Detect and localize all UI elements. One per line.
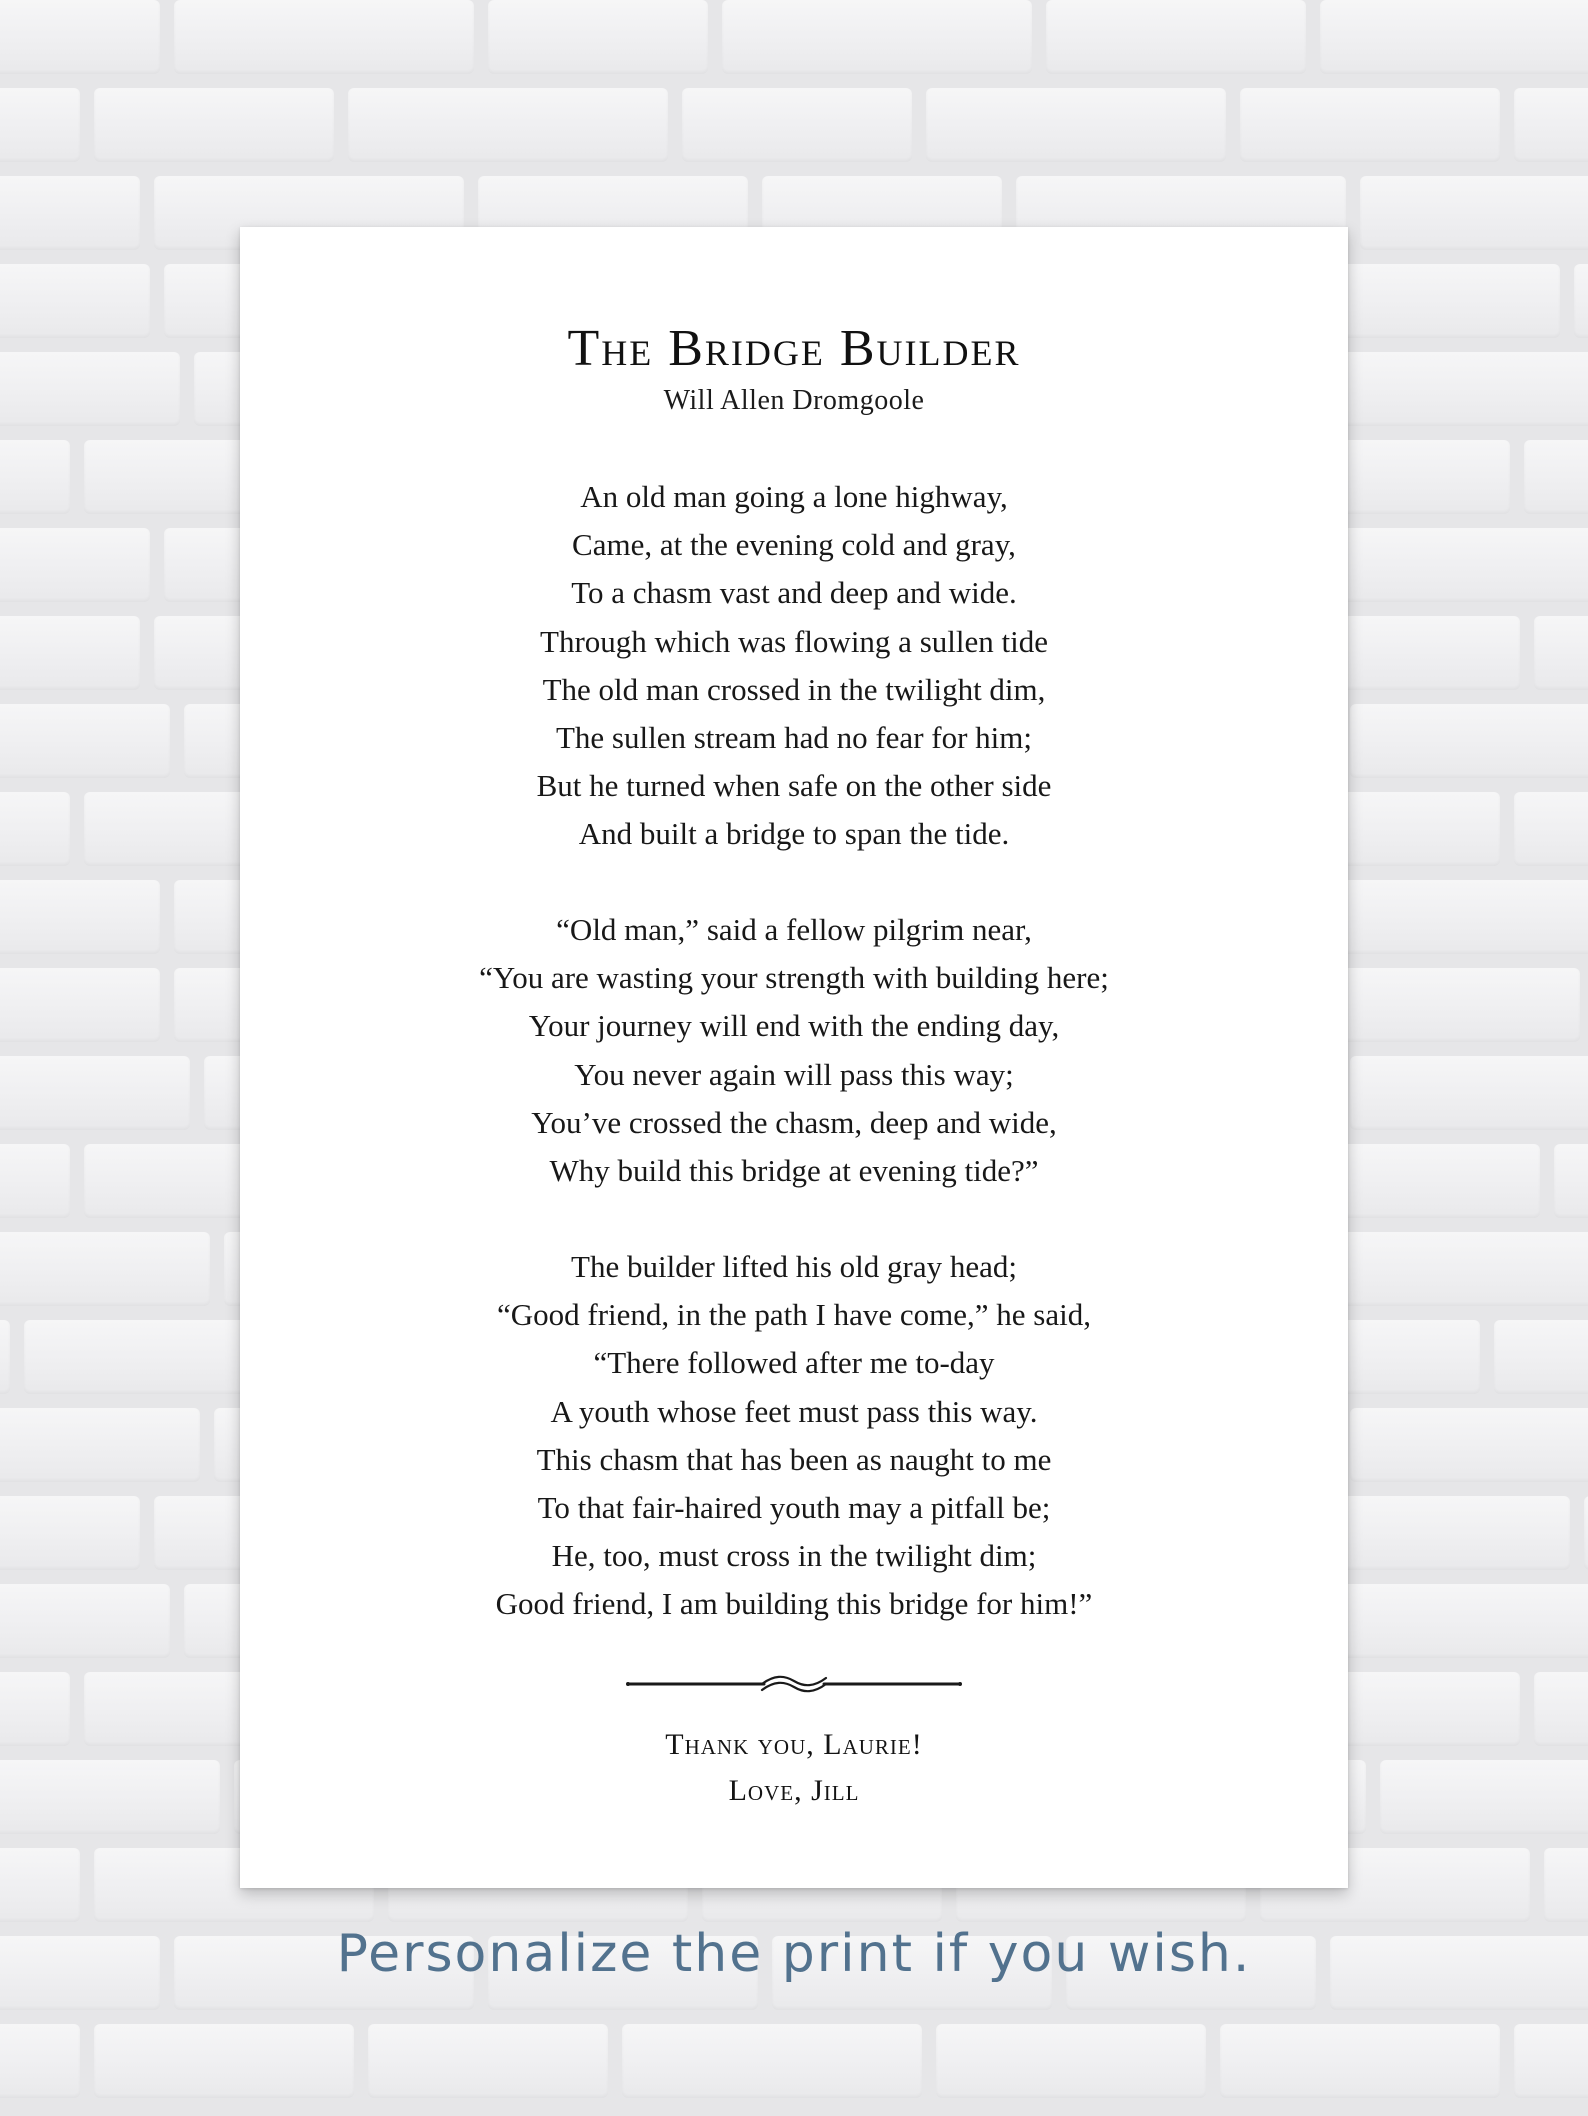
poem-line: “There followed after me to-day (593, 1345, 995, 1381)
poem-line: Through which was flowing a sullen tide (540, 623, 1048, 659)
poem-line: The old man crossed in the twilight dim, (542, 671, 1046, 707)
poem-line: This chasm that has been as naught to me (536, 1441, 1052, 1477)
stanza-3 (240, 1243, 1348, 1629)
flourish-divider-icon (624, 1669, 964, 1699)
poem-line: “You are wasting your strength with building here; (479, 960, 1109, 996)
poem-line: A youth whose feet must pass this way. (550, 1393, 1038, 1429)
brick-row (0, 2024, 1550, 2098)
brick-row (0, 88, 1560, 162)
poem-line: And built a bridge to span the tide. (578, 816, 1010, 852)
personalize-caption: Personalize the print if you wish. (336, 1924, 1252, 1984)
poem-line: You never again will pass this way; (574, 1056, 1014, 1092)
brick-row (0, 0, 1588, 74)
poem-line: Came, at the evening cold and gray, (572, 527, 1016, 563)
poem-title: The Bridge Builder (567, 320, 1021, 377)
poem-line: An old man going a lone highway, (580, 479, 1008, 514)
poem-print (240, 227, 1348, 1888)
poem-line: Your journey will end with the ending day, (528, 1008, 1060, 1044)
stanza-1 (240, 473, 1348, 859)
stanza-2 (240, 906, 1348, 1195)
poem-line: To that fair-haired youth may a pitfall be; (537, 1490, 1051, 1526)
poem-line: Good friend, I am building this bridge for him!” (495, 1586, 1093, 1622)
closing-signature: Love, Jill (728, 1774, 860, 1807)
poem-line: The sullen stream had no fear for him; (555, 720, 1033, 756)
poem-line: Why build this bridge at evening tide?” (549, 1153, 1039, 1189)
poem-line: “Good friend, in the path I have come,” he said, (497, 1297, 1091, 1333)
poem-line: You’ve crossed the chasm, deep and wide, (531, 1104, 1057, 1140)
poem-line: But he turned when safe on the other side (536, 768, 1052, 804)
poem-line: “Old man,” said a fellow pilgrim near, (556, 912, 1032, 947)
poem-line: The builder lifted his old gray head; (571, 1249, 1017, 1284)
poem-line: To a chasm vast and deep and wide. (571, 575, 1017, 611)
poem-author: Will Allen Dromgoole (663, 385, 925, 416)
closing-thanks: Thank you, Laurie! (665, 1728, 923, 1761)
poem-line: He, too, must cross in the twilight dim; (551, 1538, 1037, 1574)
